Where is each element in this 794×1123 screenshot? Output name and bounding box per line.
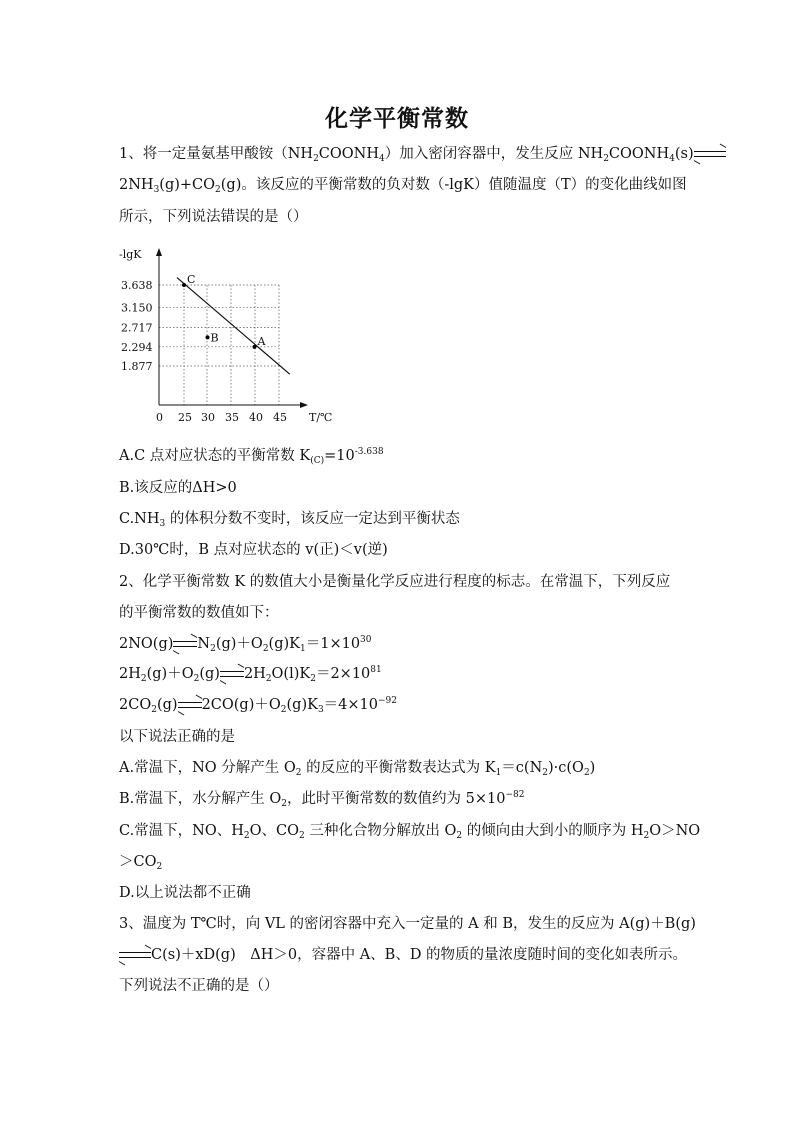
lgk-temperature-chart: [119, 240, 339, 430]
x-tick-label: 25: [178, 411, 192, 424]
chart-series: [177, 278, 290, 375]
equilibrium-arrow-icon: [119, 949, 151, 961]
equilibrium-arrow-icon: [178, 699, 202, 711]
q1-line-3: 所示，下列说法错误的是（）: [119, 209, 308, 225]
page-title: 化学平衡常数: [325, 106, 469, 132]
equilibrium-arrow-icon: [220, 668, 244, 680]
point-label-b: B: [210, 331, 219, 345]
x-axis-arrow-icon: [300, 402, 308, 408]
q3-line-3: 下列说法不正确的是（）: [119, 978, 279, 994]
q2-option-b: B.常温下，水分解产生 $O_2$，此时平衡常数的数值约为 $5\times 10^{-82}$: [119, 790, 525, 809]
q2-option-c: C.常温下，NO、$H_2O$、$CO_2$ 三种化合物分解放出 $O_2$ 的倾向由大到小的顺序为 $H_2O>NO$: [119, 823, 701, 841]
q3-line-2: C(s)＋xD(g) ΔH＞0，容器中 A、B、D 的物质的量浓度随时间的变化如表所示。: [119, 945, 679, 965]
q2-line-2: 的平衡常数的数值如下：: [119, 605, 279, 621]
x-axis-label: T/℃: [309, 411, 333, 424]
equilibrium-arrow-icon: [694, 148, 726, 160]
q1-option-a: A.C 点对应状态的平衡常数 $K_{(C)}=10^{-3.638}$: [119, 447, 384, 466]
chart-axes: [156, 248, 308, 408]
x-tick-label: 30: [201, 411, 215, 424]
y-tick-label: 2.717: [121, 321, 153, 335]
q2-option-d: D.以上说法都不正确: [119, 885, 251, 901]
x-tick-label: 0: [156, 411, 163, 424]
q2-prompt: 以下说法正确的是: [119, 729, 235, 745]
data-point-c: [182, 283, 186, 287]
q2-reaction-3: $2CO_2(g)$ $2CO(g)+O_2(g)K_3=4\times 10^{-92}$: [119, 696, 397, 715]
x-tick-label: 45: [273, 411, 287, 424]
q1-option-c: $C.NH_3$ 的体积分数不变时，该反应一定达到平衡状态: [119, 511, 460, 529]
y-tick-label: 1.877: [121, 360, 153, 374]
q2-reaction-1: 2NO(g) $N_2(g)+O_2(g)K_1=1\times 10^{30}$: [119, 635, 372, 654]
q3-line-1: 3、温度为 T℃时，向 VL 的密闭容器中充入一定量的 A 和 B，发生的反应为 A(g)＋B(g): [119, 916, 696, 932]
q2-line-1: 2、化学平衡常数 K 的数值大小是衡量化学反应进行程度的标志。在常温下，下列反应: [119, 574, 671, 590]
data-point-b: [206, 335, 210, 339]
point-label-a: A: [257, 334, 266, 348]
data-point-a: [253, 345, 257, 349]
chart-ticks: [119, 248, 332, 424]
y-tick-label: 2.294: [121, 340, 153, 354]
y-tick-label: 3.638: [121, 279, 153, 292]
y-axis-label: -lgK: [119, 248, 142, 261]
q1-line-1: 1、将一定量氨基甲酸铵$(NH_2COONH_4)$加入密闭容器中，发生反应 $NH_2COONH_4(s)$: [119, 144, 679, 164]
q2-option-c-cont: $>CO_2$: [119, 854, 163, 872]
trend-line: [177, 278, 290, 375]
q1-line-2: $2NH_3(g)+CO_2(g)$。该反应的平衡常数的负对数（-lgK）值随温度（T）的变化曲线如图: [119, 177, 687, 195]
q1-option-b: B.该反应的ΔH>0: [119, 480, 237, 496]
q1-option-d: D.30℃时，B 点对应状态的 v(正)＜v(逆): [119, 542, 388, 558]
equilibrium-arrow-icon: [173, 638, 197, 650]
y-tick-label: 3.150: [121, 301, 153, 315]
q2-reaction-2: $2H_2(g)+O_2(g)$ $2H_2O(l)K_2=2\times 10^{81}$: [119, 665, 382, 684]
y-axis-arrow-icon: [156, 248, 162, 256]
q2-option-a: A.常温下，NO 分解产生 $O_2$ 的反应的平衡常数表达式为 $K_1=c(N_2)\cdot c(O_2)$: [119, 760, 596, 778]
point-label-c: C: [187, 273, 196, 286]
x-tick-label: 40: [249, 411, 263, 424]
x-tick-label: 35: [225, 411, 239, 424]
chart-points: [182, 273, 267, 349]
